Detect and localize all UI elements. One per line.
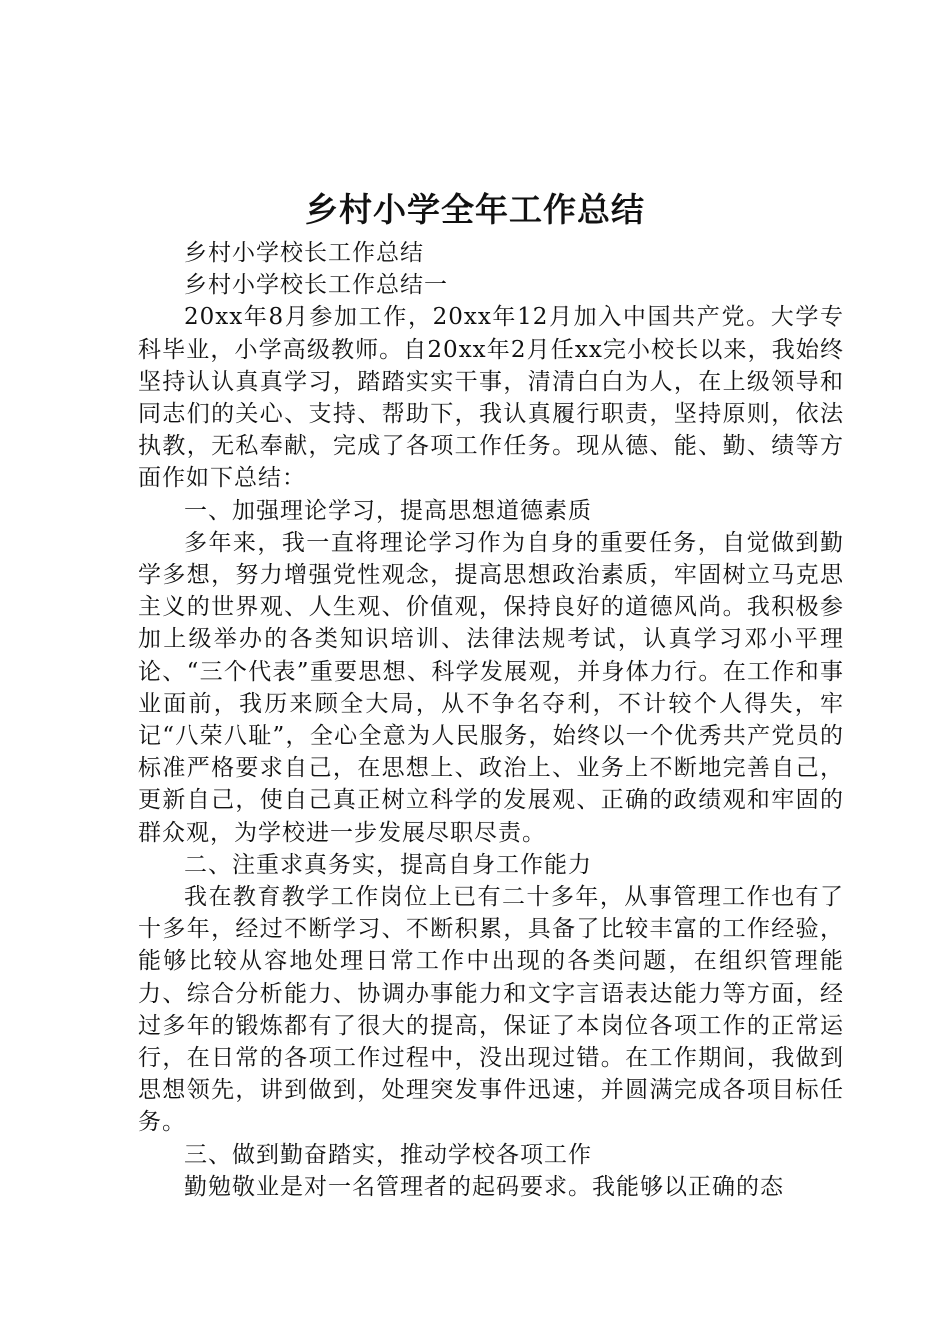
body-paragraph: 多年来，我一直将理论学习作为自身的重要任务，自觉做到勤学多想，努力增强党性观念，提高思想政治素质，牢固树立马克思主义的世界观、人生观、价值观，保持良好的道德风尚。我积极参加上级举办的各类知识培训、法律法规考试，认真学习邓小平理论、“三个代表”重要思想、科学发展观，并身体力行。在工作和事业面前，我历来顾全大局，从不争名夺利，不计较个人得失，牢记“八荣八耻”，全心全意为人民服务，始终以一个优秀共产党员的标准严格要求自己，在思想上、政治上、业务上不断地完善自己，更新自己，使自己真正树立科学的发展观、正确的政绩观和牢固的群众观，为学校进一步发展尽职尽责。	[138, 529, 844, 846]
body-paragraph: 勤勉敬业是对一名管理者的起码要求。我能够以正确的态	[184, 1173, 784, 1200]
section-heading: 一、加强理论学习，提高思想道德素质	[184, 497, 592, 524]
subtitle-line: 乡村小学校长工作总结	[184, 240, 424, 266]
document-title: 乡村小学全年工作总结	[305, 190, 645, 229]
document-body	[138, 237, 844, 1203]
body-paragraph: 20xx年8月参加工作，20xx年12月加入中国共产党。大学专科毕业，小学高级教师。自20xx年2月任xx完小校长以来，我始终坚持认认真真学习，踏踏实实干事，清清白白为人，在上级领导和同志们的关心、支持、帮助下，我认真履行职责，坚持原则，依法执教，无私奉献，完成了各项工作任务。现从德、能、勤、绩等方面作如下总结：	[138, 304, 844, 492]
section-heading: 三、做到勤奋踏实，推动学校各项工作	[184, 1141, 592, 1168]
section-heading: 二、注重求真务实，提高自身工作能力	[184, 851, 592, 878]
section-title-line: 乡村小学校长工作总结一	[184, 272, 448, 299]
body-paragraph: 我在教育教学工作岗位上已有二十多年，从事管理工作也有了十多年，经过不断学习、不断积累，具备了比较丰富的工作经验，能够比较从容地处理日常工作中出现的各类问题，在组织管理能力、综合分析能力、协调办事能力和文字言语表达能力等方面，经过多年的锻炼都有了很大的提高，保证了本岗位各项工作的正常运行，在日常的各项工作过程中，没出现过错。在工作期间，我做到思想领先，讲到做到，处理突发事件迅速，并圆满完成各项目标任务。	[138, 884, 844, 1136]
